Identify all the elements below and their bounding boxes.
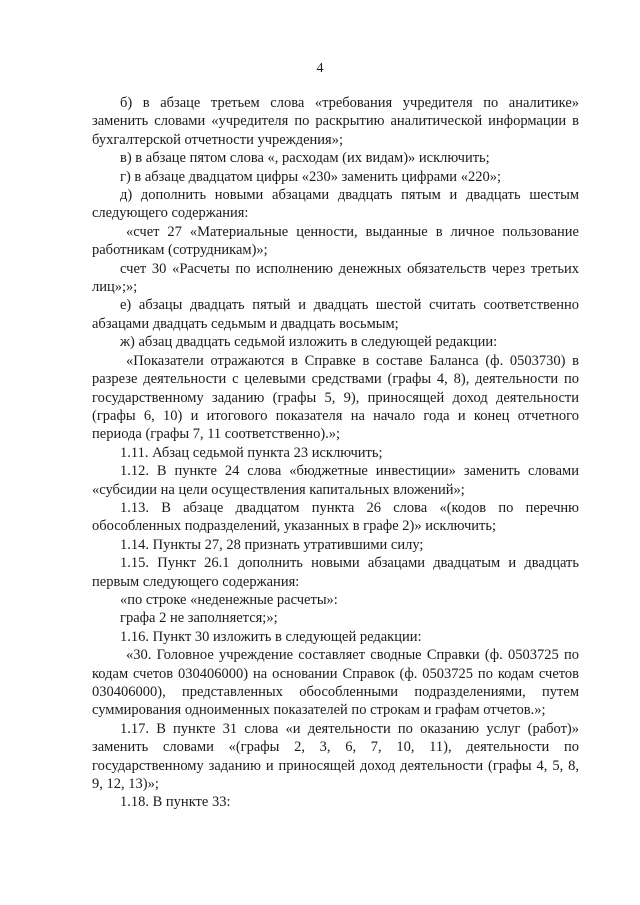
paragraph-account-30: счет 30 «Расчеты по исполнению денежных обязательств через третьих лиц»;»; — [92, 260, 579, 296]
paragraph-noncash-line: «по строке «неденежные расчеты»: — [120, 591, 338, 608]
paragraph-d: д) дополнить новыми абзацами двадцать пятым и двадцать шестым следующего содержания: — [92, 187, 579, 222]
paragraph-1-12: 1.12. В пункте 24 слова «бюджетные инвестиции» заменить словами «субсидии на цели осуществления капитальных вложений»; — [92, 463, 579, 498]
paragraph-e: е) абзацы двадцать пятый и двадцать шестой считать соответственно абзацами двадцать седьмым и двадцать восьмым; — [92, 297, 579, 332]
page-number: 4 — [316, 61, 324, 76]
paragraph-v: в) в абзаце пятом слова «, расходам (их видам)» исключить; — [120, 150, 490, 167]
paragraph-column-2: графа 2 не заполняется;»; — [120, 610, 278, 627]
paragraph-1-11: 1.11. Абзац седьмой пункта 23 исключить; — [120, 444, 383, 461]
paragraph-1-15: 1.15. Пункт 26.1 дополнить новыми абзацами двадцатым и двадцать первым следующего содержания: — [92, 555, 579, 590]
paragraph-g: г) в абзаце двадцатом цифры «230» заменить цифрами «220»; — [120, 168, 501, 185]
paragraph-1-17: 1.17. В пункте 31 слова «и деятельности по оказанию услуг (работ)» заменить словами «(графы 2, 3, 6, 7, 10, 11), деятельности по государственному заданию и приносящей доход деятельности (графы 4, 5, 8, 9, 12, 13)»; — [92, 720, 579, 793]
document-body — [92, 94, 579, 812]
paragraph-point-30-quote: «30. Головное учреждение составляет сводные Справки (ф. 0503725 по кодам счетов 030406000) на основании Справок (ф. 0503725 по кодам счетов 030406000), представленных обособленными подразделениями, путем суммирования одноименных показателей по строкам и графам отчетов.»; — [92, 647, 579, 719]
paragraph-account-27: «счет 27 «Материальные ценности, выданные в личное пользование работникам (сотрудникам)»; — [92, 223, 579, 259]
paragraph-1-13: 1.13. В абзаце двадцатом пункта 26 слова «(кодов по перечню обособленных подразделений, указанных в графе 2)» исключить; — [92, 499, 579, 535]
paragraph-1-14: 1.14. Пункты 27, 28 признать утратившими силу; — [120, 536, 424, 553]
paragraph-1-18: 1.18. В пункте 33: — [120, 794, 231, 811]
paragraph-b: б) в абзаце третьем слова «требования учредителя по аналитике» заменить словами «учредителя по раскрытию аналитической информации в бухгалтерской отчетности учреждения»; — [92, 95, 579, 148]
paragraph-zh: ж) абзац двадцать седьмой изложить в следующей редакции: — [120, 334, 498, 351]
paragraph-indicators-quote: «Показатели отражаются в Справке в составе Баланса (ф. 0503730) в разрезе деятельности с целевыми средствами (графы 4, 8), деятельности по государственному заданию (графы 5, 9), приносящей доход деятельности (графы 6, 10) и итогового показателя на начало года и конец отчетного периода (графы 7, 11 соответственно).»; — [92, 352, 579, 443]
paragraph-1-16: 1.16. Пункт 30 изложить в следующей редакции: — [120, 628, 422, 645]
